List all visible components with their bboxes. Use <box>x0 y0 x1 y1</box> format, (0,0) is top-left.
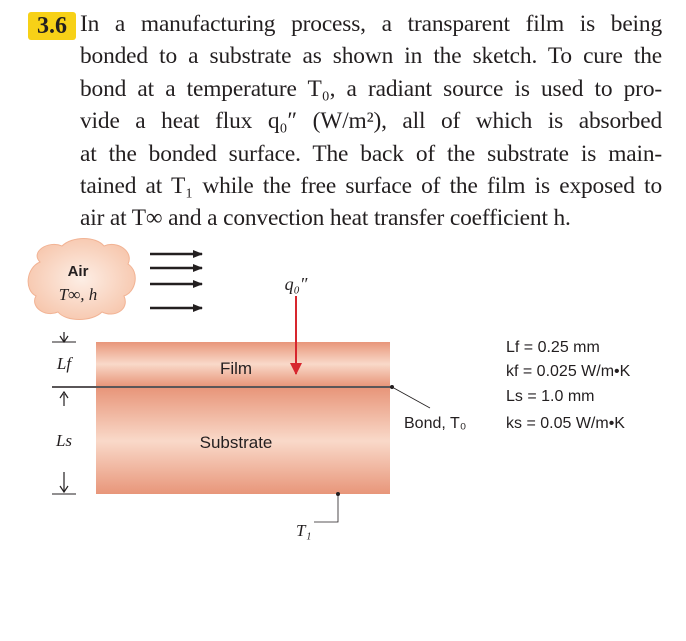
air-label: Air <box>67 263 89 280</box>
radiant-arrows <box>150 254 202 308</box>
param-kf: kf = 0.025 W/m•K <box>506 363 631 380</box>
problem-line-7: air at T∞ and a convection heat transfer coefficient h. <box>80 205 571 232</box>
problem-line-4: vide a heat flux q₀″ (W/m²), all of which is absorbed <box>80 108 662 135</box>
problem-line-6: tained at T₁ while the free surface of the film is exposed to <box>80 173 662 200</box>
param-ks: ks = 0.05 W/m•K <box>506 415 625 432</box>
problem-line-5: at the bonded surface. The back of the substrate is main- <box>80 140 662 167</box>
problem-line-3: bond at a temperature T₀, a radiant source is used to pro- <box>80 75 662 102</box>
film-label: Film <box>219 359 253 378</box>
problem-number-badge: 3.6 <box>28 12 76 40</box>
air-params-label: T∞, h <box>58 285 98 304</box>
bond-leader-line <box>392 387 430 408</box>
heat-flux-label: q₀″ <box>284 274 308 294</box>
substrate-label: Substrate <box>199 433 273 452</box>
lf-dimension-label: Lf <box>56 354 72 373</box>
dimension-markers <box>52 332 76 494</box>
problem-line-1: In a manufacturing process, a transparent film is being <box>80 11 662 37</box>
parameter-list <box>506 339 631 432</box>
param-ls: Ls = 1.0 mm <box>506 388 595 405</box>
t1-label: T₁ <box>296 521 312 540</box>
air-cloud <box>28 239 135 320</box>
t1-leader-line <box>314 494 338 522</box>
ls-dimension-label: Ls <box>55 431 73 450</box>
param-lf: Lf = 0.25 mm <box>506 339 600 356</box>
bond-label: Bond, T₀ <box>404 415 467 432</box>
problem-line-2: bonded to a substrate as shown in the sketch. To cure the <box>80 43 662 70</box>
